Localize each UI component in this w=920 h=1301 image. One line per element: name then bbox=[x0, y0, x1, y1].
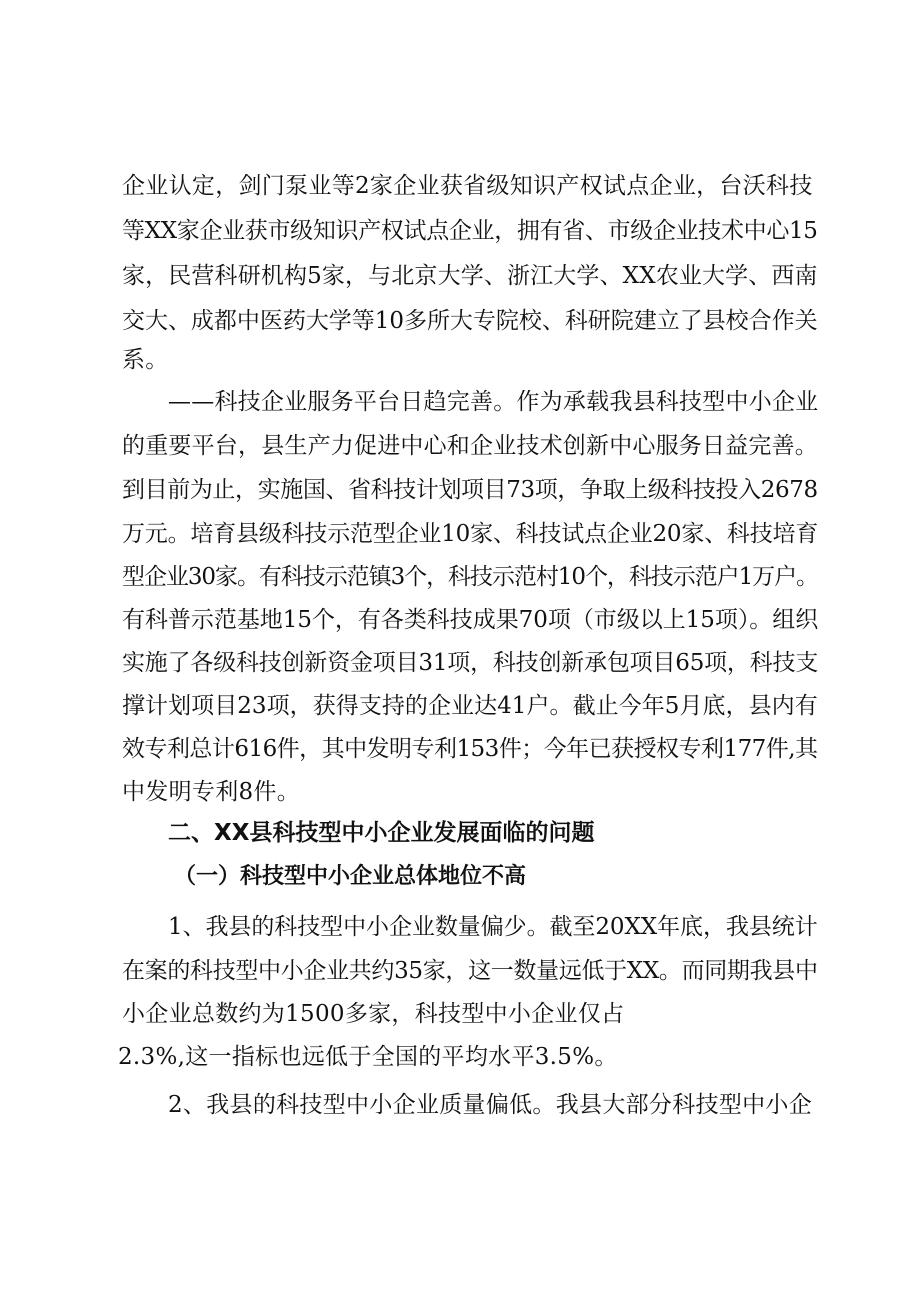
paragraph-1-line-5: 系。 bbox=[122, 347, 169, 373]
paragraph-2-line-9: 效专利总计616件，其中发明专利153件；今年已获授权专利177件,其 bbox=[122, 736, 818, 762]
paragraph-1-line-2: 等XX家企业获市级知识产权试点企业，拥有省、市级企业技术中心15 bbox=[122, 218, 818, 244]
paragraph-2-line-1: ——科技企业服务平台日趋完善。作为承载我县科技型中小企业 bbox=[168, 389, 819, 415]
paragraph-2-line-7: 实施了各级科技创新资金项目31项，科技创新承包项目65项，科技支 bbox=[122, 650, 819, 676]
paragraph-2-line-4: 万元。培育县级科技示范型企业10家、科技试点企业20家、科技培育 bbox=[122, 521, 819, 547]
paragraph-2-line-3: 到目前为止，实施国、省科技计划项目73项，争取上级科技投入2678 bbox=[122, 477, 818, 503]
paragraph-2-line-8: 撑计划项目23项，获得支持的企业达41户。截止今年5月底，县内有 bbox=[122, 693, 818, 719]
paragraph-3-line-2: 在案的科技型中小企业共约35家，这一数量远低于XX。而同期我县中 bbox=[122, 958, 818, 984]
paragraph-3-line-3: 小企业总数约为1500多家，科技型中小企业仅占 bbox=[122, 1001, 625, 1027]
paragraph-2-line-2: 的重要平台，县生产力促进中心和企业技术创新中心服务日益完善。 bbox=[122, 433, 818, 459]
paragraph-4-line-1: 2、我县的科技型中小企业质量偏低。我县大部分科技型中小企 bbox=[168, 1092, 813, 1118]
paragraph-3-line-1: 1、我县的科技型中小企业数量偏少。截至20XX年底，我县统计 bbox=[168, 914, 818, 940]
paragraph-1-line-1: 企业认定，剑门泵业等2家企业获省级知识产权试点企业，台沃科技 bbox=[122, 173, 813, 199]
paragraph-2-line-5: 型企业30家。有科技示范镇3个，科技示范村10个，科技示范户1万户。 bbox=[122, 564, 819, 590]
subsection-heading: （一）科技型中小企业总体地位不高 bbox=[174, 864, 527, 889]
section-heading: 二、XX县科技型中小企业发展面临的问题 bbox=[168, 820, 595, 846]
paragraph-2-line-6: 有科普示范基地15个，有各类科技成果70项（市级以上15项）。组织 bbox=[122, 607, 819, 633]
paragraph-2-line-10: 中发明专利8件。 bbox=[122, 779, 301, 805]
paragraph-1-line-3: 家，民营科研机构5家，与北京大学、浙江大学、XX农业大学、西南 bbox=[122, 263, 818, 289]
paragraph-3-line-4: 2.3%,这一指标也远低于全国的平均水平3.5%。 bbox=[118, 1044, 618, 1070]
paragraph-1-line-4: 交大、成都中医药大学等10多所大专院校、科研院建立了县校合作关 bbox=[122, 308, 818, 334]
